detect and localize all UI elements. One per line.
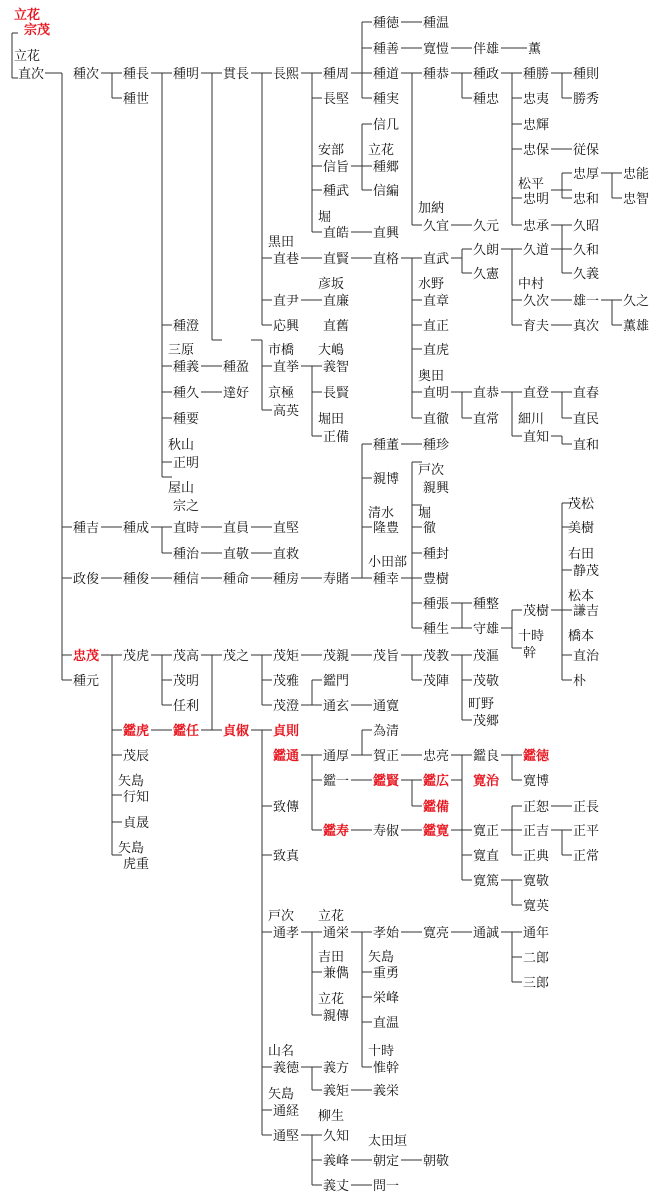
person-name: 種幸 bbox=[373, 572, 400, 587]
person-name: 山名 bbox=[268, 1044, 295, 1059]
person-name: 茂松 bbox=[568, 497, 595, 512]
person-name: 種則 bbox=[573, 67, 600, 82]
person-name: 茂明 bbox=[173, 674, 200, 689]
person-name: 安部 bbox=[318, 143, 345, 158]
person-name: 栄峰 bbox=[373, 991, 400, 1006]
person-name: 戸次 bbox=[418, 463, 445, 478]
person-name: 薫雄 bbox=[623, 319, 650, 334]
person-name: 義方 bbox=[323, 1061, 350, 1076]
person-name: 信几 bbox=[373, 118, 400, 133]
person-name: 茂雅 bbox=[273, 674, 300, 689]
person-name: 正恕 bbox=[523, 800, 550, 815]
person-name: 橋本 bbox=[568, 629, 595, 644]
person-name: 久和 bbox=[573, 243, 600, 258]
person-name: 鑑門 bbox=[323, 674, 350, 689]
person-name: 通厚 bbox=[323, 749, 350, 764]
person-name: 種封 bbox=[423, 547, 450, 562]
person-name: 直皓 bbox=[323, 226, 350, 241]
person-name: 孝始 bbox=[373, 926, 400, 941]
person-name: 義矩 bbox=[323, 1084, 350, 1099]
person-name: 雄一 bbox=[573, 294, 600, 309]
person-name: 種澄 bbox=[173, 319, 200, 334]
person-name: 徹 bbox=[423, 521, 437, 536]
person-name: 三郎 bbox=[523, 976, 550, 991]
person-name: 貞俶 bbox=[223, 724, 250, 739]
person-name: 致傳 bbox=[273, 800, 300, 815]
person-name: 茂敬 bbox=[473, 674, 500, 689]
person-name: 種命 bbox=[223, 572, 250, 587]
person-name: 重勇 bbox=[373, 966, 400, 981]
person-name: 直挙 bbox=[273, 360, 300, 375]
person-name: 惟幹 bbox=[373, 1061, 400, 1076]
person-name: 賀正 bbox=[373, 749, 400, 764]
person-name: 忠輝 bbox=[523, 118, 550, 133]
person-name: 直章 bbox=[423, 294, 450, 309]
person-name: 久元 bbox=[473, 219, 500, 234]
person-name: 薫 bbox=[528, 42, 542, 57]
person-name: 貞則 bbox=[273, 724, 300, 739]
person-name: 直温 bbox=[373, 1016, 400, 1031]
person-name: 直格 bbox=[373, 252, 400, 267]
person-name: 直廉 bbox=[323, 294, 350, 309]
person-name: 種勝 bbox=[523, 67, 550, 82]
person-name: 種要 bbox=[173, 412, 200, 427]
person-name: 直虎 bbox=[423, 343, 450, 358]
person-name: 正長 bbox=[573, 800, 600, 815]
person-name: 虎重 bbox=[123, 857, 150, 872]
person-name: 真次 bbox=[573, 319, 600, 334]
person-name: 行知 bbox=[123, 790, 150, 805]
person-name: 久義 bbox=[573, 267, 600, 282]
person-name: 種成 bbox=[123, 521, 150, 536]
person-name: 正明 bbox=[173, 456, 200, 471]
person-name: 種張 bbox=[423, 597, 450, 612]
person-name: 種俊 bbox=[123, 572, 150, 587]
person-name: 直和 bbox=[573, 438, 600, 453]
person-name: 十時 bbox=[368, 1044, 395, 1059]
person-name: 種治 bbox=[173, 547, 200, 562]
person-name: 応興 bbox=[273, 319, 300, 334]
person-name: 通堅 bbox=[273, 1129, 300, 1144]
person-name: 種義 bbox=[173, 360, 200, 375]
person-name: 種徳 bbox=[373, 16, 400, 31]
person-name: 直武 bbox=[423, 252, 450, 267]
person-name: 育夫 bbox=[523, 319, 550, 334]
person-name: 久道 bbox=[523, 243, 550, 258]
person-name: 茂旨 bbox=[373, 649, 400, 664]
person-name: 静茂 bbox=[573, 564, 600, 579]
person-name: 謙吉 bbox=[573, 604, 600, 619]
person-name: 直巷 bbox=[273, 252, 300, 267]
person-name: 種生 bbox=[423, 622, 450, 637]
person-name: 京極 bbox=[268, 386, 295, 401]
person-name: 種忠 bbox=[473, 92, 500, 107]
person-name: 堀 bbox=[418, 506, 432, 521]
person-name: 親博 bbox=[373, 472, 400, 487]
person-name: 種郷 bbox=[373, 160, 400, 175]
person-name: 長堅 bbox=[323, 92, 350, 107]
person-name: 茂教 bbox=[423, 649, 450, 664]
person-name: 忠亮 bbox=[423, 749, 450, 764]
person-name: 茂親 bbox=[323, 649, 350, 664]
person-name: 茂漚 bbox=[473, 649, 500, 664]
person-name: 寛亮 bbox=[423, 926, 450, 941]
person-name: 直興 bbox=[373, 226, 400, 241]
person-name: 茂郷 bbox=[473, 714, 500, 729]
person-name: 市橋 bbox=[268, 343, 295, 358]
person-name: 朝定 bbox=[373, 1154, 400, 1169]
person-name: 鑑賢 bbox=[373, 774, 400, 789]
person-name: 信編 bbox=[373, 184, 400, 199]
person-name: 矢島 bbox=[368, 950, 395, 965]
person-name: 茂之 bbox=[223, 649, 250, 664]
person-name: 貞晟 bbox=[123, 816, 150, 831]
person-name: 種道 bbox=[373, 67, 400, 82]
person-name: 寛英 bbox=[523, 899, 550, 914]
person-name: 加納 bbox=[418, 201, 445, 216]
person-name: 立花 bbox=[14, 49, 41, 64]
person-name: 屋山 bbox=[168, 481, 195, 496]
person-name: 吉田 bbox=[318, 950, 345, 965]
person-name: 義智 bbox=[323, 360, 350, 375]
person-name: 正典 bbox=[523, 849, 550, 864]
person-name: 貫長 bbox=[223, 67, 250, 82]
person-name: 種盈 bbox=[223, 360, 250, 375]
person-name: 直救 bbox=[273, 547, 300, 562]
person-name: 彦坂 bbox=[318, 277, 345, 292]
person-name: 致真 bbox=[273, 849, 300, 864]
person-name: 勝秀 bbox=[573, 92, 600, 107]
person-name: 矢島 bbox=[118, 841, 145, 856]
person-name: 美樹 bbox=[568, 521, 595, 536]
person-name: 義栄 bbox=[373, 1084, 400, 1099]
person-name: 直登 bbox=[523, 386, 550, 401]
person-name: 堀田 bbox=[318, 412, 345, 427]
person-name: 細川 bbox=[518, 412, 545, 427]
person-name: 茂矩 bbox=[273, 649, 300, 664]
person-name: 種実 bbox=[373, 92, 400, 107]
person-name: 問一 bbox=[373, 1179, 400, 1194]
person-name: 茂高 bbox=[173, 649, 200, 664]
person-name: 種世 bbox=[123, 92, 150, 107]
person-name: 種次 bbox=[73, 67, 100, 82]
person-name: 寛敬 bbox=[523, 874, 550, 889]
person-name: 伴雄 bbox=[473, 42, 500, 57]
person-name: 通年 bbox=[523, 926, 550, 941]
person-name: 通栄 bbox=[323, 926, 350, 941]
person-name: 鑑寛 bbox=[423, 824, 450, 839]
person-name: 清水 bbox=[368, 506, 395, 521]
person-name: 右田 bbox=[568, 547, 595, 562]
person-name: 三原 bbox=[168, 343, 195, 358]
person-name: 義徳 bbox=[273, 1061, 300, 1076]
person-name: 正平 bbox=[573, 824, 600, 839]
person-name: 義峰 bbox=[323, 1154, 350, 1169]
person-name: 忠茂 bbox=[73, 649, 100, 664]
person-name: 茂虎 bbox=[123, 649, 150, 664]
person-name: 忠明 bbox=[523, 192, 550, 207]
person-name: 従保 bbox=[573, 143, 600, 158]
person-name: 矢島 bbox=[268, 1087, 295, 1102]
person-name: 為清 bbox=[373, 724, 400, 739]
person-name: 秋山 bbox=[168, 438, 195, 453]
person-name: 種吉 bbox=[73, 521, 100, 536]
person-name: 種珍 bbox=[423, 438, 450, 453]
person-name: 通経 bbox=[273, 1104, 300, 1119]
person-name: 十時 bbox=[518, 629, 545, 644]
person-name: 種董 bbox=[373, 438, 400, 453]
person-name: 守雄 bbox=[473, 622, 500, 637]
person-name: 奥田 bbox=[418, 369, 445, 384]
person-name: 直恭 bbox=[473, 386, 500, 401]
person-name: 松平 bbox=[518, 177, 545, 192]
person-name: 直次 bbox=[18, 67, 45, 82]
person-name: 鑑寿 bbox=[323, 824, 350, 839]
person-name: 直舊 bbox=[323, 319, 350, 334]
person-name: 直徹 bbox=[423, 412, 450, 427]
person-name: 鑑任 bbox=[173, 724, 200, 739]
person-name: 立花 bbox=[14, 8, 41, 23]
person-name: 鑑良 bbox=[473, 749, 500, 764]
person-name: 忠夷 bbox=[523, 92, 550, 107]
person-name: 久次 bbox=[523, 294, 550, 309]
person-name: 矢島 bbox=[118, 774, 145, 789]
person-name: 町野 bbox=[468, 697, 495, 712]
person-name: 直春 bbox=[573, 386, 600, 401]
person-name: 高英 bbox=[273, 404, 300, 419]
person-name: 種政 bbox=[473, 67, 500, 82]
person-name: 久憲 bbox=[473, 267, 500, 282]
person-name: 忠保 bbox=[523, 143, 550, 158]
person-name: 茂樹 bbox=[523, 604, 550, 619]
person-name: 鑑備 bbox=[423, 800, 450, 815]
person-name: 直明 bbox=[423, 386, 450, 401]
person-name: 戸次 bbox=[268, 909, 295, 924]
person-name: 直治 bbox=[573, 649, 600, 664]
person-name: 寛愷 bbox=[423, 42, 450, 57]
person-name: 達好 bbox=[223, 386, 250, 401]
person-name: 義丈 bbox=[323, 1179, 350, 1194]
person-name: 直正 bbox=[423, 319, 450, 334]
person-name: 寛正 bbox=[473, 824, 500, 839]
person-name: 鑑広 bbox=[423, 774, 450, 789]
person-name: 朴 bbox=[573, 674, 587, 689]
person-name: 忠智 bbox=[623, 192, 650, 207]
person-name: 寛篤 bbox=[473, 874, 500, 889]
person-name: 寛治 bbox=[473, 774, 500, 789]
person-name: 親傳 bbox=[323, 1009, 350, 1024]
person-name: 忠厚 bbox=[573, 167, 600, 182]
person-name: 親興 bbox=[423, 481, 450, 496]
person-name: 通孝 bbox=[273, 926, 300, 941]
person-name: 久知 bbox=[323, 1129, 350, 1144]
person-name: 種恭 bbox=[423, 67, 450, 82]
person-name: 正備 bbox=[323, 430, 350, 445]
person-name: 豊樹 bbox=[423, 572, 450, 587]
person-name: 忠和 bbox=[573, 192, 600, 207]
person-name: 松本 bbox=[568, 589, 595, 604]
person-name: 直賢 bbox=[323, 252, 350, 267]
person-name: 中村 bbox=[518, 277, 545, 292]
person-name: 隆豊 bbox=[373, 521, 400, 536]
person-name: 宗之 bbox=[173, 499, 200, 514]
person-name: 信旨 bbox=[323, 160, 350, 175]
person-name: 直民 bbox=[573, 412, 600, 427]
person-name: 久宜 bbox=[423, 219, 450, 234]
person-name: 鑑一 bbox=[323, 774, 350, 789]
person-name: 小田部 bbox=[368, 555, 408, 570]
person-name: 正吉 bbox=[523, 824, 550, 839]
person-name: 鑑徳 bbox=[523, 749, 550, 764]
person-name: 忠能 bbox=[623, 167, 650, 182]
person-name: 寛博 bbox=[523, 774, 550, 789]
person-name: 水野 bbox=[418, 277, 445, 292]
person-name: 宗茂 bbox=[24, 23, 51, 38]
person-name: 種房 bbox=[273, 572, 300, 587]
person-name: 種長 bbox=[123, 67, 150, 82]
person-name: 正常 bbox=[573, 849, 600, 864]
person-name: 立花 bbox=[368, 143, 395, 158]
person-name: 種信 bbox=[173, 572, 200, 587]
person-name: 寛直 bbox=[473, 849, 500, 864]
person-name: 柳生 bbox=[318, 1109, 345, 1124]
person-name: 大嶋 bbox=[318, 343, 345, 358]
person-name: 種元 bbox=[73, 674, 100, 689]
person-name: 種久 bbox=[173, 386, 200, 401]
person-name: 寿俶 bbox=[373, 824, 400, 839]
person-name: 長賢 bbox=[323, 386, 350, 401]
person-name: 久昭 bbox=[573, 219, 600, 234]
person-name: 朝敬 bbox=[423, 1154, 450, 1169]
person-name: 兼儁 bbox=[323, 966, 350, 981]
person-name: 太田垣 bbox=[368, 1134, 408, 1149]
person-name: 直常 bbox=[473, 412, 500, 427]
person-name: 鑑虎 bbox=[123, 724, 150, 739]
person-names bbox=[14, 7, 649, 1194]
person-name: 直堅 bbox=[273, 521, 300, 536]
person-name: 種明 bbox=[173, 67, 200, 82]
person-name: 久朗 bbox=[473, 243, 500, 258]
person-name: 茂辰 bbox=[123, 749, 150, 764]
person-name: 任利 bbox=[173, 699, 200, 714]
person-name: 堀 bbox=[318, 210, 332, 225]
person-name: 二郎 bbox=[523, 951, 550, 966]
person-name: 茂陣 bbox=[423, 674, 450, 689]
person-name: 立花 bbox=[318, 909, 345, 924]
person-name: 久之 bbox=[623, 294, 650, 309]
person-name: 忠承 bbox=[523, 219, 550, 234]
person-name: 黒田 bbox=[268, 235, 295, 250]
person-name: 幹 bbox=[523, 646, 537, 661]
person-name: 種善 bbox=[373, 42, 400, 57]
person-name: 直知 bbox=[523, 430, 550, 445]
person-name: 種武 bbox=[323, 184, 350, 199]
person-name: 立花 bbox=[318, 992, 345, 1007]
person-name: 寿賭 bbox=[323, 572, 350, 587]
person-name: 種温 bbox=[423, 16, 450, 31]
person-name: 直員 bbox=[223, 521, 250, 536]
person-name: 直時 bbox=[173, 521, 200, 536]
person-name: 通寛 bbox=[373, 699, 400, 714]
person-name: 茂澄 bbox=[273, 699, 300, 714]
person-name: 種周 bbox=[323, 67, 350, 82]
person-name: 鑑通 bbox=[273, 749, 300, 764]
person-name: 直敬 bbox=[223, 547, 250, 562]
person-name: 種整 bbox=[473, 597, 500, 612]
person-name: 通玄 bbox=[323, 699, 350, 714]
person-name: 通誠 bbox=[473, 926, 500, 941]
person-name: 政俊 bbox=[73, 572, 100, 587]
person-name: 直尹 bbox=[273, 294, 300, 309]
person-name: 長熙 bbox=[273, 67, 300, 82]
